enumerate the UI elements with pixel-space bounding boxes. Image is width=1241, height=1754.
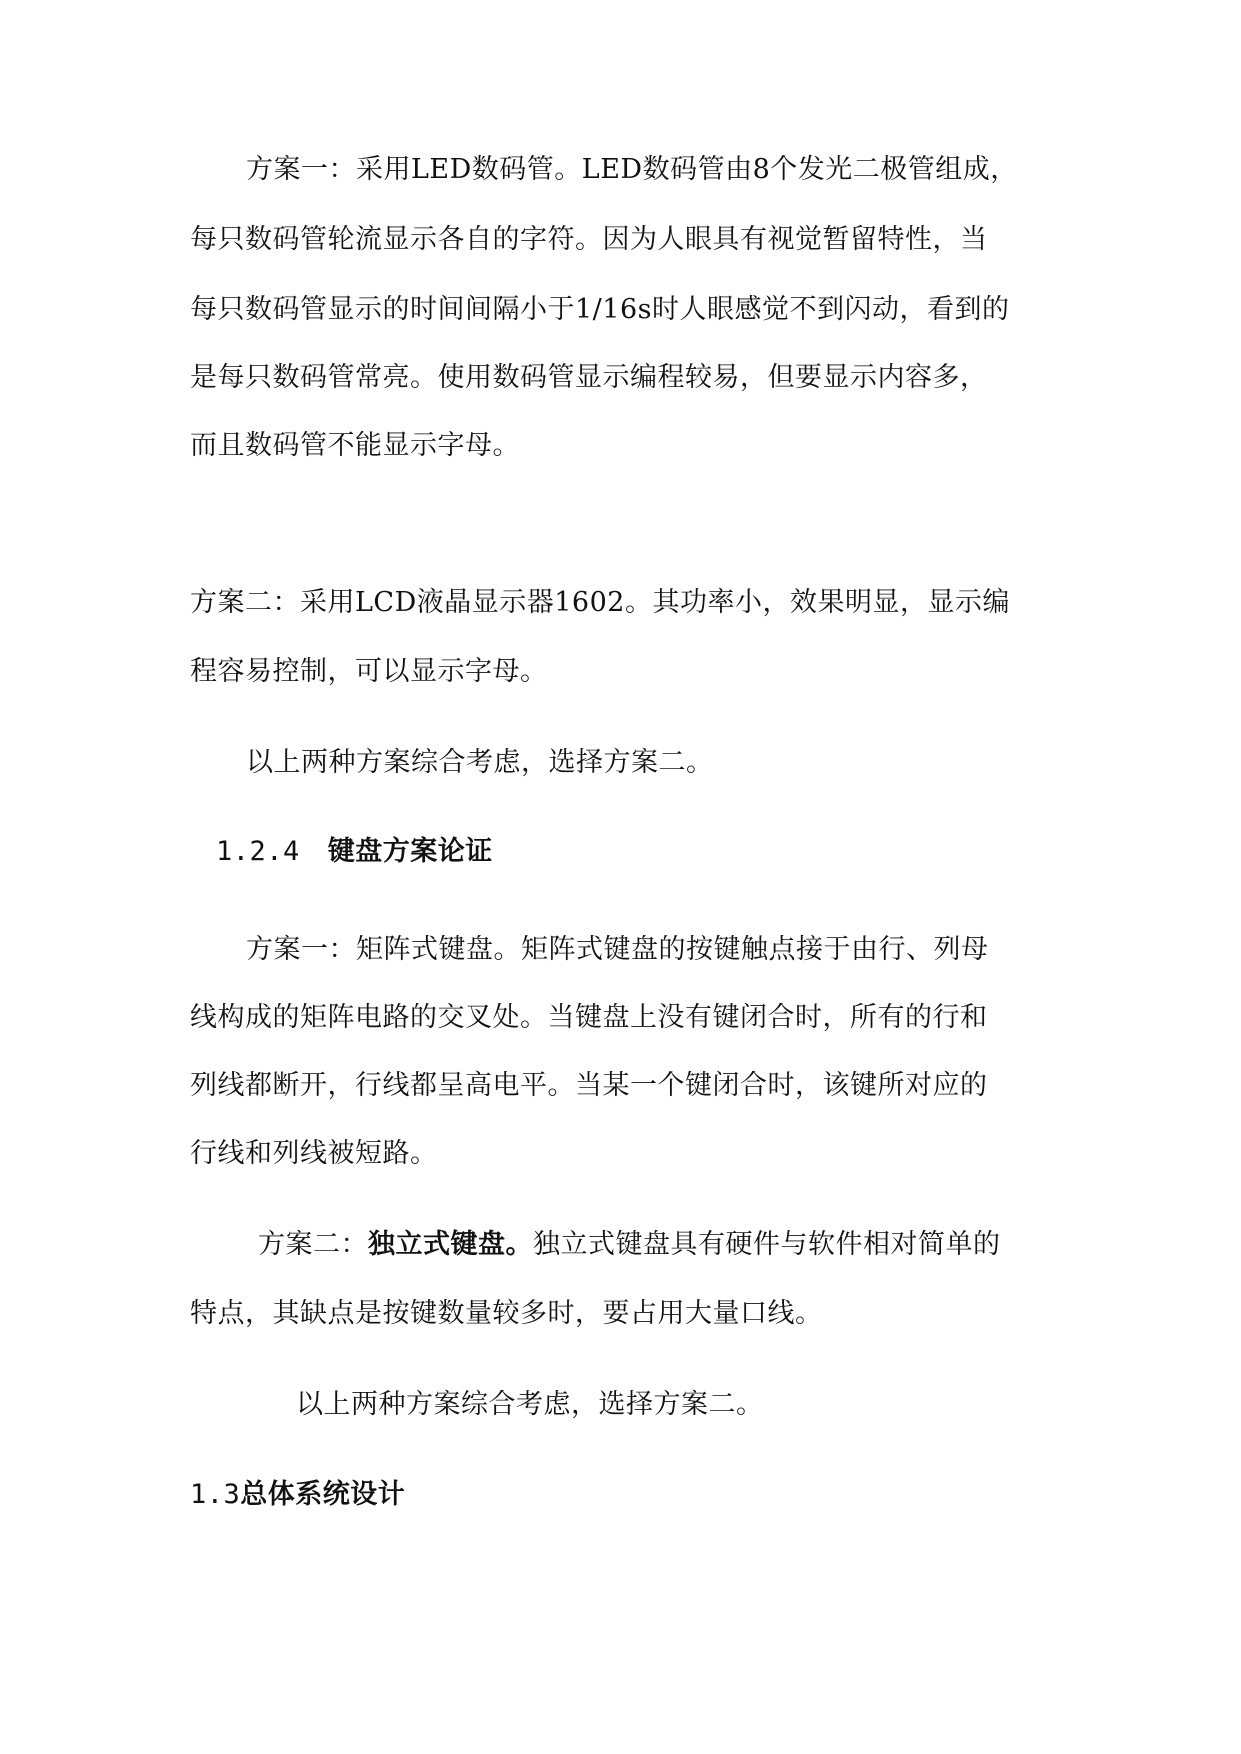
display-option1-line-3: 每只数码管显示的时间间隔小于1/16s时人眼感觉不到闪动，看到的 — [190, 294, 1010, 325]
keyboard-option2-prefix: 方案二： — [258, 1229, 368, 1260]
display-option1-line-1: 方案一：采用LED数码管。LED数码管由8个发光二极管组成， — [246, 154, 1018, 185]
keyboard-heading-title: 键盘方案论证 — [327, 836, 493, 867]
keyboard-conclusion: 以上两种方案综合考虑，选择方案二。 — [296, 1389, 764, 1420]
keyboard-option2-rest: 独立式键盘具有硬件与软件相对简单的 — [533, 1229, 1001, 1260]
system-heading-number: 1.3 — [190, 1479, 241, 1510]
keyboard-option2-line-2: 特点，其缺点是按键数量较多时，要占用大量口线。 — [190, 1298, 823, 1329]
display-conclusion: 以上两种方案综合考虑，选择方案二。 — [246, 747, 714, 778]
display-option2-line-2: 程容易控制，可以显示字母。 — [190, 656, 548, 687]
keyboard-option1-line-2: 线构成的矩阵电路的交叉处。当键盘上没有键闭合时，所有的行和 — [190, 1002, 988, 1033]
display-option1-line-4: 是每只数码管常亮。使用数码管显示编程较易，但要显示内容多， — [190, 362, 988, 393]
display-option2-line-1: 方案二：采用LCD液晶显示器1602。其功率小，效果明显，显示编 — [190, 587, 1010, 618]
keyboard-option1-line-3: 列线都断开，行线都呈高电平。当某一个键闭合时，该键所对应的 — [190, 1070, 988, 1101]
keyboard-section-heading — [216, 834, 493, 870]
display-option1-line-2: 每只数码管轮流显示各自的字符。因为人眼具有视觉暂留特性，当 — [190, 224, 988, 255]
keyboard-heading-number: 1.2.4 — [216, 836, 300, 867]
display-option1-line-5: 而且数码管不能显示字母。 — [190, 430, 520, 461]
keyboard-option1-line-4: 行线和列线被短路。 — [190, 1138, 438, 1169]
keyboard-option1-line-1: 方案一：矩阵式键盘。矩阵式键盘的按键触点接于由行、列母 — [246, 934, 989, 965]
keyboard-option2-line-1 — [258, 1227, 1001, 1263]
keyboard-option2-bold-label: 独立式键盘。 — [368, 1229, 533, 1260]
system-section-heading — [190, 1477, 405, 1513]
system-heading-title: 总体系统设计 — [240, 1479, 406, 1510]
